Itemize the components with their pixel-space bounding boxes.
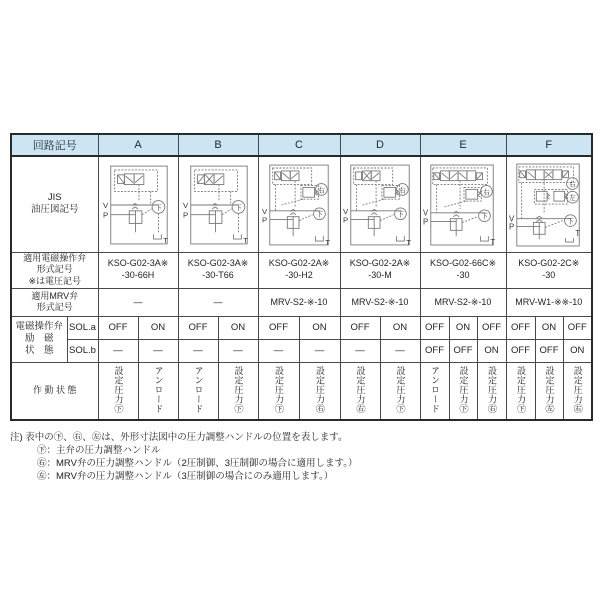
sol-a-label: SOL.a (67, 316, 98, 339)
port-p-label: P (423, 217, 429, 227)
action-state-text: 設定圧力㊦ (233, 366, 244, 414)
sol-b-state: — (178, 339, 218, 362)
header-col-a: A (98, 134, 178, 156)
model-code-line2: -30-H2 (285, 270, 313, 281)
action-state-text: 設定圧力㊨ (355, 366, 366, 414)
jis-cell-f (506, 156, 592, 252)
mrv-model-row (11, 288, 592, 316)
sol-a-state: OFF (258, 316, 299, 339)
sol-label-line2: 励 磁 (24, 333, 54, 345)
port-v-label: V (262, 207, 268, 217)
action-state-text: 設定圧力㊦ (395, 366, 406, 414)
footnote-item-right: ㊨：MRV弁の圧力調整ハンドル（2圧制御、3圧制御の場合に適用します。） (37, 458, 358, 469)
action-state (449, 362, 477, 420)
footnote-title: 注) 表中の㊦、㊨、㊧は、外形寸法図中の圧力調整ハンドルの位置を表します。 (10, 432, 348, 443)
jis-row-label (11, 156, 98, 252)
action-state-text: 設定圧力㊨ (487, 366, 497, 414)
action-state (477, 362, 506, 420)
sol-b-state: — (258, 339, 299, 362)
sol-b-state: — (299, 339, 340, 362)
action-state-text: 設定圧力㊨ (315, 366, 325, 414)
jis-cell-e (420, 156, 506, 252)
handle-right-icon: 右 (317, 187, 325, 195)
sol-b-state: OFF (535, 339, 563, 362)
footnote-item-down: ㊦：主弁の圧力調整ハンドル (37, 445, 161, 456)
port-p-label: P (343, 215, 349, 225)
header-col-f: F (506, 134, 592, 156)
action-state (340, 362, 380, 420)
sol-a-state: ON (138, 316, 178, 339)
solenoid-model-d (340, 252, 420, 288)
sol-b-state: — (138, 339, 178, 362)
jis-diagram-c (262, 160, 336, 250)
model-code-line1: KSO-G02-3A※ (107, 258, 169, 269)
action-state-text: 設定圧力㊦ (274, 366, 284, 414)
sol-b-state: OFF (449, 339, 477, 362)
action-state-text: 設定圧力㊨ (572, 366, 583, 414)
sol-a-row (11, 316, 592, 339)
model-code-line1: KSO-G02-2C※ (518, 258, 580, 269)
port-p-label: P (182, 210, 189, 220)
port-v-label: V (343, 207, 349, 217)
sol-a-state: OFF (563, 316, 592, 339)
handle-down-icon: 下 (235, 205, 242, 213)
mrv-model-e: MRV-S2-※-10 (420, 288, 506, 316)
mrv-model-b: — (178, 288, 258, 316)
mrv-model-f: MRV-W1-※※-10 (506, 288, 592, 316)
jis-symbol-row (11, 156, 592, 252)
header-circuit-symbol: 回路記号 (11, 134, 98, 156)
action-state (506, 362, 535, 420)
action-state (563, 362, 592, 420)
handle-down-icon: 下 (155, 205, 162, 213)
mrv-label-line2: 形式記号 (36, 302, 73, 313)
model-code-line2: -30-T66 (202, 270, 234, 281)
sol-a-state: OFF (420, 316, 449, 339)
port-t-label: T (163, 236, 169, 246)
solenoid-model-row-label (11, 252, 98, 288)
action-state (178, 362, 218, 420)
mrv-model-c: MRV-S2-※-10 (258, 288, 340, 316)
sol-b-row (11, 339, 592, 362)
port-v-label: V (102, 201, 109, 211)
port-t-label: T (575, 229, 580, 239)
header-col-e: E (420, 134, 506, 156)
port-p-label: P (262, 215, 268, 225)
sol-a-state: OFF (98, 316, 138, 339)
sol-a-state: ON (380, 316, 420, 339)
handle-down-icon: 下 (566, 218, 574, 226)
header-col-c: C (258, 134, 340, 156)
jis-diagram-b (182, 160, 254, 250)
solenoid-model-b (178, 252, 258, 288)
handle-down-icon: 下 (397, 211, 404, 219)
action-state-text: 設定圧力㊧ (544, 366, 555, 414)
jis-diagram-e (423, 160, 503, 250)
port-p-label: P (508, 222, 514, 232)
action-state-row (11, 362, 592, 420)
sol-a-state: ON (535, 316, 563, 339)
handle-right-icon: 右 (398, 187, 406, 195)
sol-state-row-label (11, 316, 67, 362)
sol-label-line3: 状 態 (24, 345, 54, 356)
action-state (98, 362, 138, 420)
port-v-label: V (182, 201, 189, 211)
jis-cell-b (178, 156, 258, 252)
sol-a-state: OFF (506, 316, 535, 339)
model-code-line1: KSO-G02-2A※ (268, 258, 330, 269)
sol-label-line1: 電磁操作弁 (15, 321, 63, 333)
sol-b-state: — (340, 339, 380, 362)
solenoid-model-c (258, 252, 340, 288)
valve-spec-table (10, 133, 593, 421)
port-t-label: T (325, 238, 331, 248)
sol-b-state: OFF (420, 339, 449, 362)
jis-diagram-a (102, 160, 174, 250)
model-code-line2: -30 (542, 270, 556, 281)
action-state (138, 362, 178, 420)
solenoid-model-f (506, 252, 592, 288)
mrv-label-line1: 適用MRV弁 (31, 290, 79, 301)
port-t-label: T (490, 238, 496, 248)
model-code-line2: -30 (456, 270, 470, 281)
sol-b-state: ON (563, 339, 592, 362)
jis-diagram-d (343, 160, 417, 250)
header-col-d: D (340, 134, 420, 156)
solenoid-model-row (11, 252, 592, 288)
port-t-label: T (243, 236, 249, 246)
model-code-line1: KSO-G02-3A※ (187, 258, 249, 269)
port-v-label: V (508, 214, 514, 224)
action-state-text: アンロード (153, 366, 164, 414)
model-code-line1: KSO-G02-66C※ (429, 258, 497, 269)
action-state (258, 362, 299, 420)
mrv-model-a: — (98, 288, 178, 316)
port-p-label: P (102, 210, 109, 220)
action-state (299, 362, 340, 420)
action-state (380, 362, 420, 420)
jis-label-line1: JIS (47, 192, 62, 204)
action-state-text: 設定圧力㊦ (458, 366, 469, 414)
jis-cell-c (258, 156, 340, 252)
action-state-text: 設定圧力㊦ (516, 366, 526, 414)
action-state (218, 362, 258, 420)
action-state-text: 設定圧力㊦ (113, 366, 124, 414)
handle-right-icon: 右 (483, 189, 490, 197)
sol-a-state: ON (449, 316, 477, 339)
solenoid-model-label-line2: 形式記号 (36, 264, 73, 275)
port-v-label: V (423, 208, 429, 218)
handle-left-icon: 左 (568, 195, 576, 203)
action-state-text: アンロード (193, 366, 204, 414)
model-code-line2: -30-66H (121, 270, 155, 281)
action-state (420, 362, 449, 420)
model-code-line2: -30-M (368, 270, 392, 281)
handle-right-icon: 右 (568, 181, 576, 189)
sol-b-state: — (380, 339, 420, 362)
action-state (535, 362, 563, 420)
model-code-line1: KSO-G02-2A※ (349, 258, 411, 269)
sol-a-state: OFF (477, 316, 506, 339)
footnote (10, 431, 594, 483)
sol-a-state: ON (299, 316, 340, 339)
port-t-label: T (406, 238, 412, 248)
jis-cell-a (98, 156, 178, 252)
table-header-row (11, 134, 592, 156)
solenoid-model-e (420, 252, 506, 288)
solenoid-model-label-line1: 適用電磁操作弁 (23, 252, 87, 263)
solenoid-model-a (98, 252, 178, 288)
action-state-text: アンロード (430, 366, 440, 414)
sol-b-state: — (218, 339, 258, 362)
header-col-b: B (178, 134, 258, 156)
sol-b-state: OFF (506, 339, 535, 362)
handle-down-icon: 下 (481, 213, 488, 221)
solenoid-model-label-line3: ※は電圧記号 (28, 275, 82, 286)
sol-b-label: SOL.b (67, 339, 98, 362)
handle-down-icon: 下 (316, 211, 323, 219)
footnote-item-left: ㊧：MRV弁の圧力調整ハンドル（3圧制御の場合にのみ適用します。） (37, 471, 334, 482)
sol-b-state: — (98, 339, 138, 362)
mrv-model-row-label (11, 288, 98, 316)
sol-a-state: ON (218, 316, 258, 339)
sol-a-state: OFF (340, 316, 380, 339)
sol-a-state: OFF (178, 316, 218, 339)
action-row-label: 作 動 状 態 (11, 362, 98, 420)
jis-label-line2: 油圧図記号 (30, 204, 79, 216)
mrv-model-d: MRV-S2-※-10 (340, 288, 420, 316)
jis-diagram-f (509, 160, 589, 250)
sol-b-state: ON (477, 339, 506, 362)
jis-cell-d (340, 156, 420, 252)
